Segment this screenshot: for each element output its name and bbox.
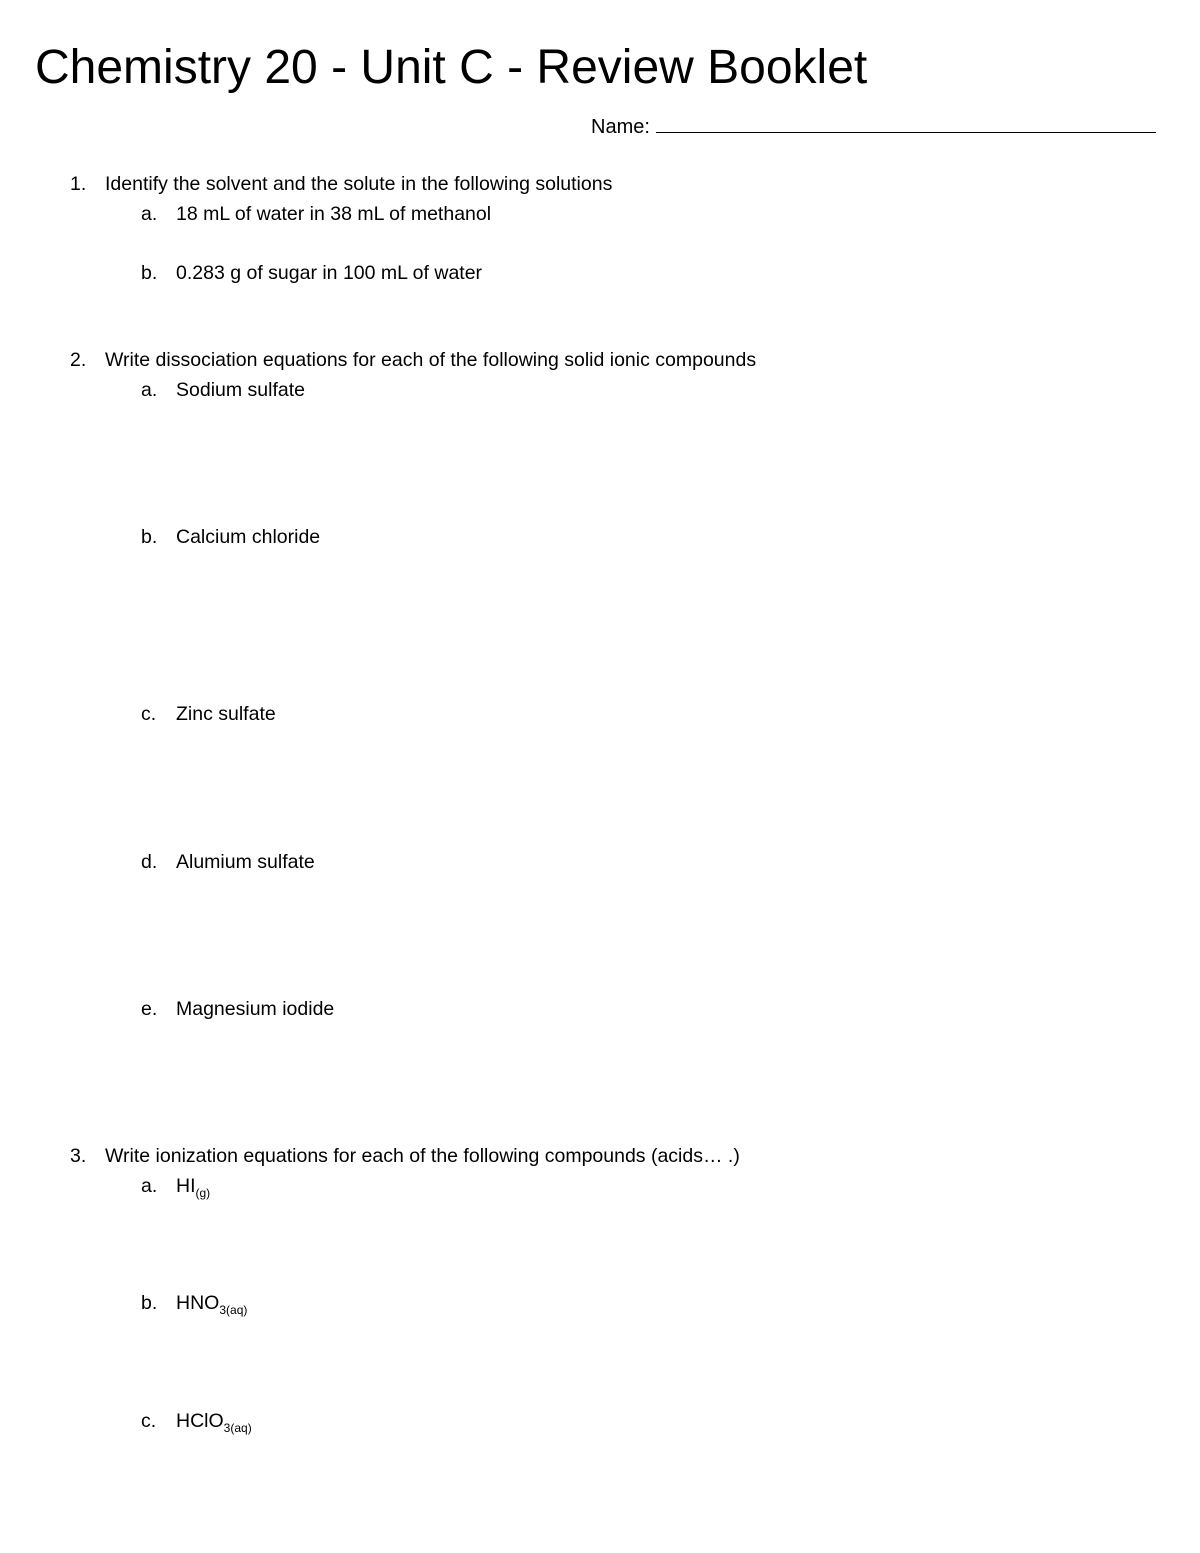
item-letter: b.: [141, 1292, 158, 1314]
page-title: Chemistry 20 - Unit C - Review Booklet: [35, 41, 868, 94]
question-number: 2.: [70, 349, 87, 371]
item-text: Alumium sulfate: [176, 851, 315, 873]
item-letter: c.: [141, 703, 157, 725]
question-1-item-b: [0, 260, 1200, 286]
question-2: [0, 347, 1200, 373]
question-3-item-b: [0, 1290, 1200, 1320]
item-letter: e.: [141, 998, 158, 1020]
item-text: Magnesium iodide: [176, 998, 335, 1020]
item-text: Sodium sulfate: [176, 379, 305, 401]
item-letter: b.: [141, 526, 158, 548]
formula-main: HNO: [176, 1292, 220, 1314]
question-2-item-c: [0, 701, 1200, 727]
formula-subscript: (g): [195, 1186, 211, 1200]
item-letter: d.: [141, 851, 158, 873]
question-text: Write ionization equations for each of the following compounds (acids… .): [105, 1145, 740, 1167]
item-letter: a.: [141, 203, 158, 225]
chemical-formula: [176, 1290, 247, 1316]
question-number: 3.: [70, 1145, 87, 1167]
question-3-item-a: [0, 1173, 1200, 1203]
question-number: 1.: [70, 173, 87, 195]
question-2-item-e: [0, 996, 1200, 1022]
name-label: Name:: [591, 116, 650, 138]
question-text: Write dissociation equations for each of the following solid ionic compounds: [105, 349, 757, 371]
formula-main: HClO: [176, 1410, 224, 1432]
question-text: Identify the solvent and the solute in the following solutions: [105, 173, 613, 195]
item-letter: b.: [141, 262, 158, 284]
name-field[interactable]: [591, 114, 1156, 140]
item-text: Calcium chloride: [176, 526, 321, 548]
item-text: 18 mL of water in 38 mL of methanol: [176, 203, 492, 225]
question-1-item-a: [0, 201, 1200, 227]
chemical-formula: [176, 1173, 210, 1199]
item-letter: c.: [141, 1410, 157, 1432]
formula-subscript: 3(aq): [219, 1303, 248, 1317]
question-1: [0, 171, 1200, 197]
question-2-item-a: [0, 377, 1200, 403]
chemical-formula: [176, 1408, 252, 1434]
item-text: Zinc sulfate: [176, 703, 276, 725]
item-letter: a.: [141, 379, 158, 401]
formula-main: HI: [176, 1175, 196, 1197]
name-blank-line[interactable]: [656, 114, 1156, 133]
question-3: [0, 1143, 1200, 1169]
item-letter: a.: [141, 1175, 158, 1197]
formula-subscript: 3(aq): [223, 1421, 252, 1435]
question-3-item-c: [0, 1408, 1200, 1438]
question-2-item-b: [0, 524, 1200, 550]
question-2-item-d: [0, 849, 1200, 875]
item-text: 0.283 g of sugar in 100 mL of water: [176, 262, 483, 284]
